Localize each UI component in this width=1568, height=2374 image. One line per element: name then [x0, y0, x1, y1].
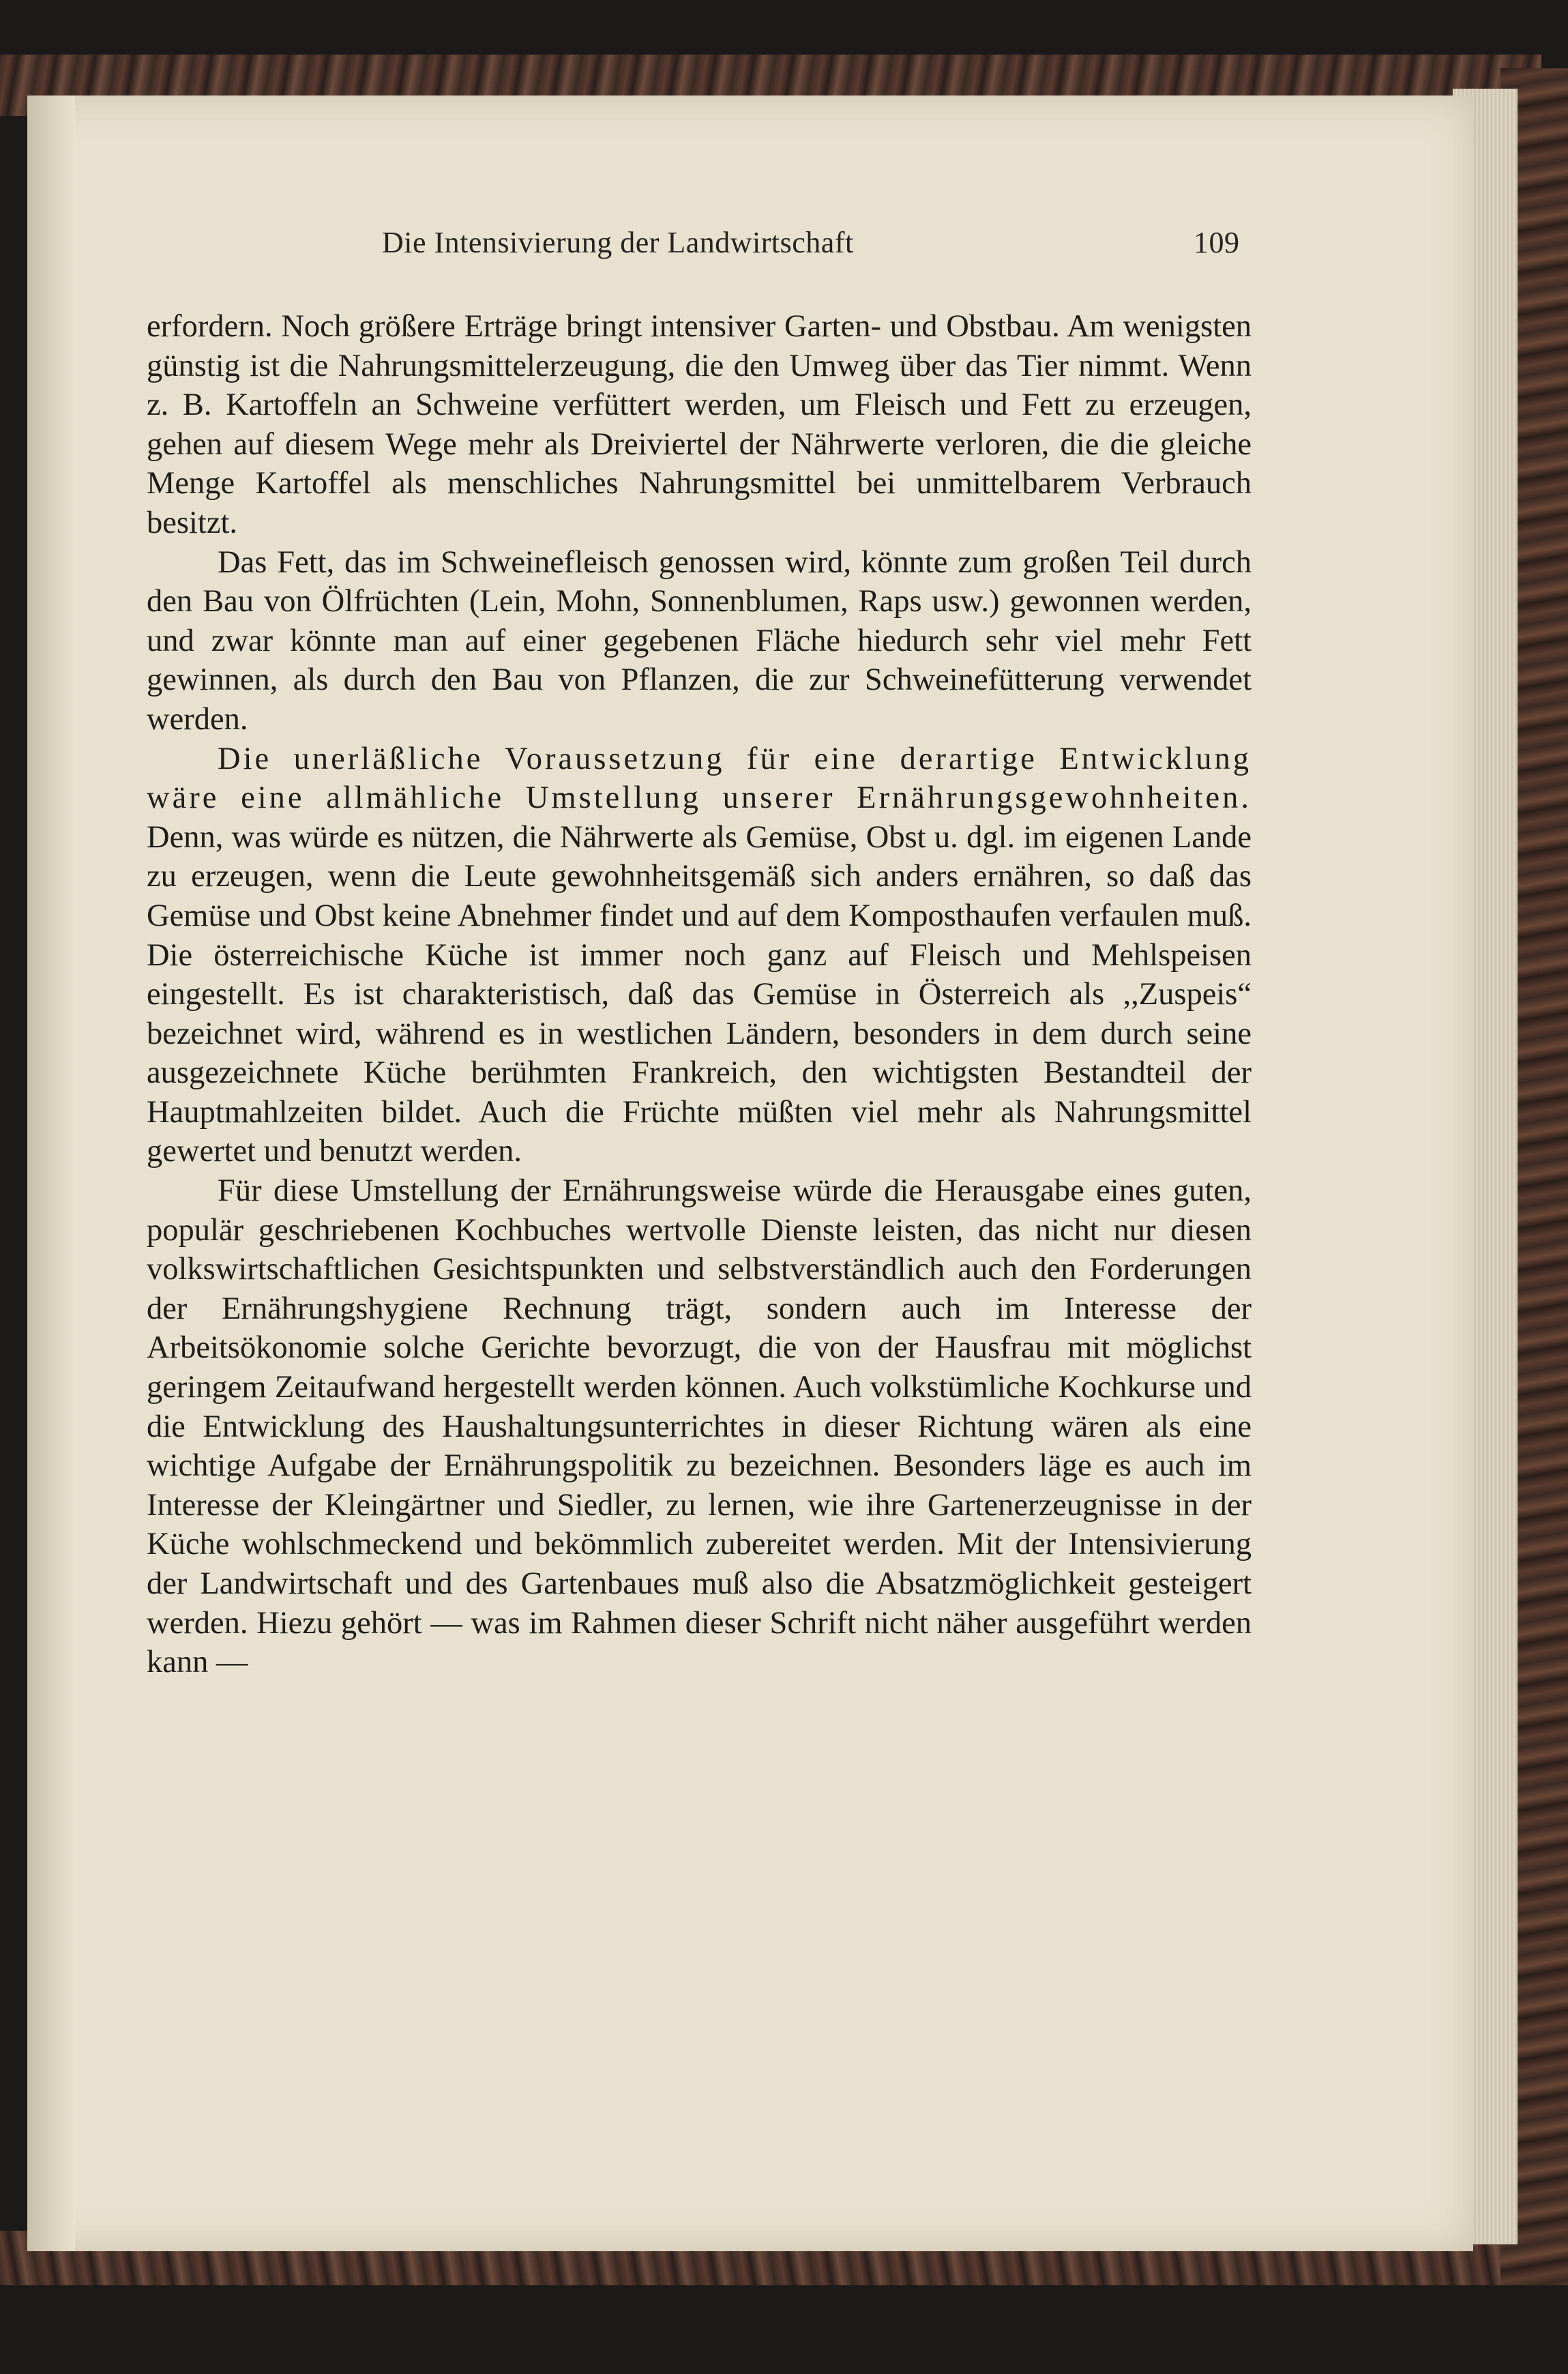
page-number: 109 — [1194, 226, 1240, 259]
paragraph-2: Das Fett, das im Schweinefleisch genossen wird, könnte zum großen Teil durch den Bau von Ölfrüchten (Lein, Mohn, Sonnenblumen, Raps usw.) gewonnen werden, und zwar könnte man auf einer gegebenen Fläche hiedurch sehr viel mehr Fett gewinnen, als durch den Bau von Pflanzen, die zur Schweinefütterung verwendet werden. — [147, 544, 1252, 737]
page-gutter — [27, 96, 75, 2251]
paragraph-3 — [147, 739, 1252, 1172]
paragraph-4: Für diese Umstellung der Ernährungsweise würde die Herausgabe eines guten, populär geschriebenen Kochbuches wertvolle Dienste leisten, das nicht nur diesen volkswirtschaftlichen Gesichtspunkten und selbstverständlich auch den Forderungen der Ernährungshygiene Rechnung trägt, sondern auch im Interesse der Arbeitsökonomie solche Gerichte bevorzugt, die von der Hausfrau mit möglichst geringem Zeitaufwand hergestellt werden können. Auch volkstümliche Kochkurse und die Entwicklung des Haushaltungsunterrichtes in dieser Richtung wären als eine wichtige Aufgabe der Ernährungspolitik zu bezeichnen. Besonders läge es auch im Interesse der Kleingärtner und Siedler, zu lernen, wie ihre Gartenerzeugnisse in der Küche wohlschmeckend und bekömmlich zubereitet werden. Mit der Intensivierung der Landwirtschaft und des Gartenbaues muß also die Absatzmöglichkeit gesteigert werden. Hiezu gehört — was im Rahmen dieser Schrift nicht näher ausgeführt werden kann — — [147, 1173, 1252, 1680]
body-text — [147, 307, 1252, 1682]
paragraph-3-text: Denn, was würde es nützen, die Nährwerte als Gemüse, Obst u. dgl. im eigenen Lande zu erzeugen, wenn die Leute gewohnheitsgemäß sich anders ernähren, so daß das Gemüse und Obst keine Abnehmer findet und auf dem Komposthaufen verfaulen muß. Die österreichische Küche ist immer noch ganz auf Fleisch und Mehlspeisen eingestellt. Es ist charakteristisch, daß das Gemüse in Österreich als ,,Zuspeis“ bezeichnet wird, während es in westlichen Ländern, besonders in dem durch seine ausgezeichnete Küche berühmten Frankreich, den wichtigsten Bestandteil der Hauptmahlzeiten bildet. Auch die Früchte müßten viel mehr als Nahrungsmittel gewertet und benutzt werden. — [147, 819, 1252, 1169]
running-head-title: Die Intensivierung der Landwirtschaft — [382, 226, 854, 259]
paragraph-1: erfordern. Noch größere Erträge bringt intensiver Garten- und Obstbau. Am wenigsten günstig ist die Nahrungsmittelerzeugung, die den Umweg über das Tier nimmt. Wenn z. B. Kartoffeln an Schweine verfüttert werden, um Fleisch und Fett zu erzeugen, gehen auf diesem Wege mehr als Dreiviertel der Nährwerte verloren, die die gleiche Menge Kartoffel als menschliches Nahrungsmittel bei unmittelbarem Verbrauch besitzt. — [147, 309, 1252, 540]
spaced-emphasis: Die unerläßliche Voraussetzung für eine derartige Entwicklung wäre eine allmähliche Umstellung unserer Ernährungsgewohnheiten. — [147, 741, 1252, 816]
book-page — [27, 96, 1473, 2251]
